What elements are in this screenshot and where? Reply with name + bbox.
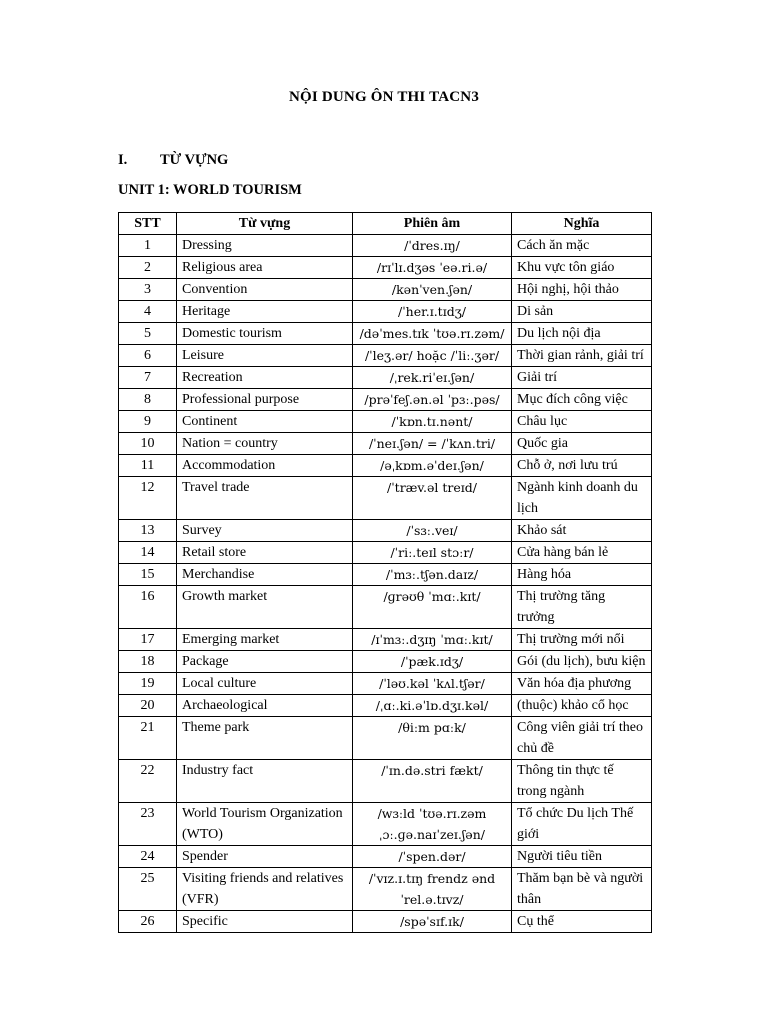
row-number: 11: [119, 455, 177, 477]
table-row: [119, 564, 652, 586]
table-row: [119, 717, 652, 760]
vietnamese-meaning: Thông tin thực tế trong ngành: [512, 760, 652, 803]
vocab-word: Specific: [177, 911, 353, 933]
phonetic-transcription: /ˈkɒn.tɪ.nənt/: [353, 411, 512, 433]
vietnamese-meaning: Công viên giải trí theo chủ đề: [512, 717, 652, 760]
header-ipa: Phiên âm: [353, 213, 512, 235]
table-row: [119, 367, 652, 389]
table-row: [119, 651, 652, 673]
table-row: [119, 673, 652, 695]
table-row: [119, 803, 652, 846]
table-row: [119, 629, 652, 651]
table-row: [119, 389, 652, 411]
phonetic-transcription: /ˈriː.teɪl stɔːr/: [353, 542, 512, 564]
vietnamese-meaning: Cách ăn mặc: [512, 235, 652, 257]
vocab-word: Archaeological: [177, 695, 353, 717]
vocab-word: Theme park: [177, 717, 353, 760]
vocabulary-table: [118, 212, 652, 933]
phonetic-transcription: /ˈtræv.əl treɪd/: [353, 477, 512, 520]
table-row: [119, 433, 652, 455]
table-row: [119, 301, 652, 323]
phonetic-transcription: /ˈpæk.ɪdʒ/: [353, 651, 512, 673]
phonetic-transcription: /ˌrek.riˈeɪ.ʃən/: [353, 367, 512, 389]
phonetic-transcription: /spəˈsɪf.ɪk/: [353, 911, 512, 933]
row-number: 22: [119, 760, 177, 803]
table-body: [119, 235, 652, 933]
table-row: [119, 586, 652, 629]
table-row: [119, 760, 652, 803]
vietnamese-meaning: Giải trí: [512, 367, 652, 389]
table-header-row: [119, 213, 652, 235]
table-row: [119, 257, 652, 279]
phonetic-transcription: /ɪˈmɜː.dʒɪŋ ˈmɑː.kɪt/: [353, 629, 512, 651]
table-row: [119, 520, 652, 542]
vietnamese-meaning: Văn hóa địa phương: [512, 673, 652, 695]
vietnamese-meaning: Ngành kinh doanh du lịch: [512, 477, 652, 520]
vietnamese-meaning: (thuộc) khảo cổ học: [512, 695, 652, 717]
phonetic-transcription: /ˈləʊ.kəl ˈkʌl.tʃər/: [353, 673, 512, 695]
vietnamese-meaning: Người tiêu tiền: [512, 846, 652, 868]
phonetic-transcription: /əˌkɒm.əˈdeɪ.ʃən/: [353, 455, 512, 477]
vietnamese-meaning: Gói (du lịch), bưu kiện: [512, 651, 652, 673]
vocab-word: Travel trade: [177, 477, 353, 520]
table-row: [119, 542, 652, 564]
vocab-word: Nation = country: [177, 433, 353, 455]
unit-heading: UNIT 1: WORLD TOURISM: [118, 182, 302, 198]
row-number: 18: [119, 651, 177, 673]
row-number: 6: [119, 345, 177, 367]
phonetic-transcription: /rɪˈlɪ.dʒəs ˈeə.ri.ə/: [353, 257, 512, 279]
phonetic-transcription: /ˈvɪz.ɪ.tɪŋ frendz ənd ˈrel.ə.tɪvz/: [353, 868, 512, 911]
vocab-word: Spender: [177, 846, 353, 868]
row-number: 16: [119, 586, 177, 629]
row-number: 12: [119, 477, 177, 520]
vocab-word: Domestic tourism: [177, 323, 353, 345]
row-number: 24: [119, 846, 177, 868]
document-title: NỘI DUNG ÔN THI TACN3: [288, 89, 480, 105]
row-number: 20: [119, 695, 177, 717]
vietnamese-meaning: Tổ chức Du lịch Thế giới: [512, 803, 652, 846]
vietnamese-meaning: Chỗ ở, nơi lưu trú: [512, 455, 652, 477]
vocab-word: Merchandise: [177, 564, 353, 586]
row-number: 19: [119, 673, 177, 695]
row-number: 14: [119, 542, 177, 564]
table-row: [119, 235, 652, 257]
table-row: [119, 345, 652, 367]
row-number: 26: [119, 911, 177, 933]
row-number: 2: [119, 257, 177, 279]
vocab-word: Local culture: [177, 673, 353, 695]
vietnamese-meaning: Cửa hàng bán lẻ: [512, 542, 652, 564]
phonetic-transcription: /dəˈmes.tɪk ˈtʊə.rɪ.zəm/: [353, 323, 512, 345]
phonetic-transcription: /prəˈfeʃ.ən.əl ˈpɜː.pəs/: [353, 389, 512, 411]
vocab-word: Continent: [177, 411, 353, 433]
row-number: 17: [119, 629, 177, 651]
row-number: 8: [119, 389, 177, 411]
vocab-word: Emerging market: [177, 629, 353, 651]
row-number: 15: [119, 564, 177, 586]
vietnamese-meaning: Quốc gia: [512, 433, 652, 455]
vietnamese-meaning: Mục đích công việc: [512, 389, 652, 411]
table-row: [119, 279, 652, 301]
row-number: 4: [119, 301, 177, 323]
table-row: [119, 477, 652, 520]
vietnamese-meaning: Du lịch nội địa: [512, 323, 652, 345]
vocab-word: Dressing: [177, 235, 353, 257]
vocab-word: Industry fact: [177, 760, 353, 803]
vocab-word: Professional purpose: [177, 389, 353, 411]
phonetic-transcription: /ɡrəʊθ ˈmɑː.kɪt/: [353, 586, 512, 629]
phonetic-transcription: /kənˈven.ʃən/: [353, 279, 512, 301]
vietnamese-meaning: Châu lục: [512, 411, 652, 433]
row-number: 3: [119, 279, 177, 301]
row-number: 10: [119, 433, 177, 455]
vocab-word: Accommodation: [177, 455, 353, 477]
table-row: [119, 911, 652, 933]
vocab-word: Heritage: [177, 301, 353, 323]
vietnamese-meaning: Cụ thể: [512, 911, 652, 933]
row-number: 23: [119, 803, 177, 846]
table-row: [119, 411, 652, 433]
vocab-word: Retail store: [177, 542, 353, 564]
phonetic-transcription: /ˈsɜː.veɪ/: [353, 520, 512, 542]
phonetic-transcription: /ˈdres.ɪŋ/: [353, 235, 512, 257]
vocab-word: World Tourism Organization (WTO): [177, 803, 353, 846]
vietnamese-meaning: Khu vực tôn giáo: [512, 257, 652, 279]
phonetic-transcription: /ˈher.ɪ.tɪdʒ/: [353, 301, 512, 323]
vietnamese-meaning: Thị trường tăng trưởng: [512, 586, 652, 629]
phonetic-transcription: /wɜːld ˈtʊə.rɪ.zəm ˌɔː.ɡə.naɪˈzeɪ.ʃən/: [353, 803, 512, 846]
vietnamese-meaning: Thị trường mới nổi: [512, 629, 652, 651]
vocab-word: Survey: [177, 520, 353, 542]
header-stt: STT: [119, 213, 177, 235]
section-number: I.: [118, 152, 128, 168]
vietnamese-meaning: Khảo sát: [512, 520, 652, 542]
phonetic-transcription: /ˈspen.dər/: [353, 846, 512, 868]
section-heading: [118, 152, 228, 169]
table-row: [119, 695, 652, 717]
header-word: Từ vựng: [177, 213, 353, 235]
row-number: 25: [119, 868, 177, 911]
table-row: [119, 455, 652, 477]
table-row: [119, 868, 652, 911]
vietnamese-meaning: Hội nghị, hội thảo: [512, 279, 652, 301]
vocab-word: Recreation: [177, 367, 353, 389]
phonetic-transcription: /ˈleʒ.ər/ hoặc /ˈliː.ʒər/: [353, 345, 512, 367]
vocab-word: Visiting friends and relatives (VFR): [177, 868, 353, 911]
row-number: 5: [119, 323, 177, 345]
vietnamese-meaning: Thăm bạn bè và người thân: [512, 868, 652, 911]
vocab-word: Package: [177, 651, 353, 673]
row-number: 13: [119, 520, 177, 542]
row-number: 9: [119, 411, 177, 433]
vocab-word: Leisure: [177, 345, 353, 367]
vocab-word: Convention: [177, 279, 353, 301]
vietnamese-meaning: Thời gian rảnh, giải trí: [512, 345, 652, 367]
header-meaning: Nghĩa: [512, 213, 652, 235]
phonetic-transcription: /ˌɑː.ki.əˈlɒ.dʒɪ.kəl/: [353, 695, 512, 717]
vietnamese-meaning: Di sản: [512, 301, 652, 323]
table-row: [119, 846, 652, 868]
row-number: 7: [119, 367, 177, 389]
phonetic-transcription: /ˈneɪ.ʃən/ = /ˈkʌn.tri/: [353, 433, 512, 455]
vocab-word: Religious area: [177, 257, 353, 279]
phonetic-transcription: /ˈɪn.də.stri fækt/: [353, 760, 512, 803]
phonetic-transcription: /ˈmɜː.tʃən.daɪz/: [353, 564, 512, 586]
phonetic-transcription: /θiːm pɑːk/: [353, 717, 512, 760]
table-row: [119, 323, 652, 345]
section-label: TỪ VỰNG: [160, 152, 229, 168]
row-number: 1: [119, 235, 177, 257]
vocab-word: Growth market: [177, 586, 353, 629]
row-number: 21: [119, 717, 177, 760]
vietnamese-meaning: Hàng hóa: [512, 564, 652, 586]
